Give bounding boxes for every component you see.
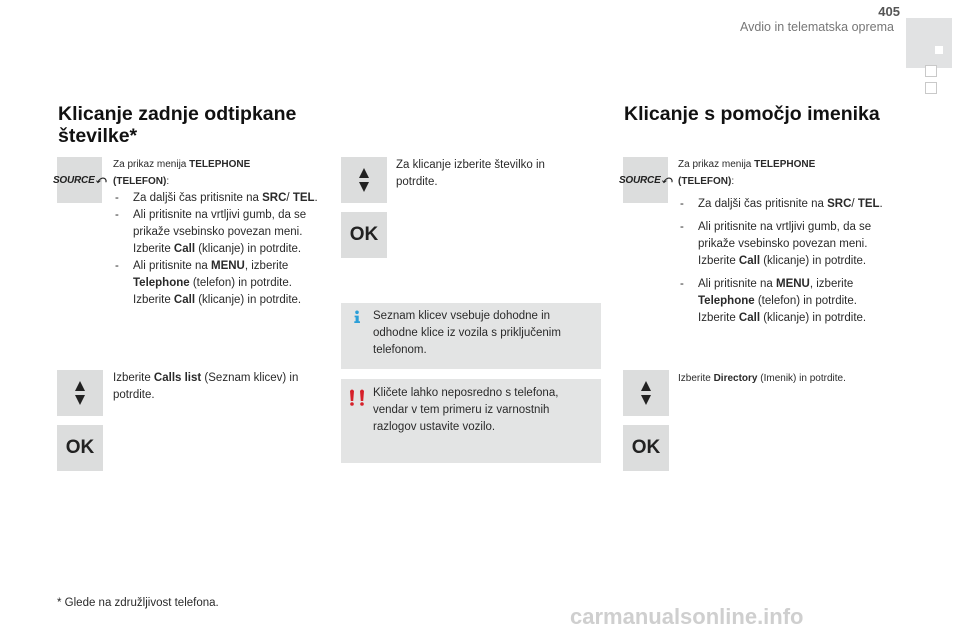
left-heading-line-2: številke* [58,125,138,147]
left-steps-list [113,190,328,309]
up-down-arrows-icon [623,370,669,416]
info-note-text: Seznam klicev vsebuje dohodne in odhodne klice iz vozila s priključenim telefonom. [373,310,561,356]
arrow-up-icon [641,381,651,391]
section-title: Avdio in telematska oprema [739,20,894,34]
ok-button-label: OK [349,224,379,245]
left-select-calls-list: Izberite Calls list (Seznam klicev) in potrdite. [113,372,299,401]
right-select-directory: Izberite Directory (Imenik) in potrdite. [678,373,846,384]
right-instructions [678,156,890,327]
warning-note [341,379,601,463]
right-intro: Za prikaz menija TELEPHONE (TELEFON): [678,159,816,187]
left-step-1: - Za daljši čas pritisnite na SRC/ TEL. [113,190,328,207]
chapter-tab [906,18,952,68]
middle-up-down-arrows-icon [341,157,387,203]
right-steps-list [678,196,890,327]
chapter-tab-box-2 [925,82,937,94]
up-down-arrows-icon [57,370,103,416]
source-button-icon: SOURCE ⤺ [623,157,668,203]
source-button-icon: SOURCE ⤺ [57,157,102,203]
right-step-3: - Ali pritisnite na MENU, izberite Telephone (telefon) in potrdite. Izberite Call (klicanje) in potrdite. [678,276,890,327]
left-instructions [113,156,328,309]
footnote: * Glede na združljivost telefona. [57,597,219,609]
arrow-up-icon [359,168,369,178]
left-section-heading [58,103,328,147]
ok-button-label: OK [631,437,661,458]
middle-select-number-text: Za klicanje izberite številko in potrdite. [396,159,545,188]
chapter-tab-box-1 [925,65,937,77]
arrow-down-icon [641,395,651,405]
arrow-down-icon [359,182,369,192]
arrow-down-icon [75,395,85,405]
left-step-3: - Ali pritisnite na MENU, izberite Telephone (telefon) in potrdite. Izberite Call (klicanje) in potrdite. [113,258,328,309]
ok-button-icon [623,425,669,471]
left-heading-line-1: Klicanje zadnje odtipkane [58,103,297,125]
arrow-up-icon [75,381,85,391]
info-icon [350,310,364,324]
warning-note-text: Kličete lahko neposredno s telefona, vendar v tem primeru iz varnostnih razlogov ustavite vozilo. [373,387,559,433]
left-intro: Za prikaz menija TELEPHONE (TELEFON): [113,159,251,187]
info-note [341,303,601,369]
page-number: 405 [878,4,900,19]
watermark-text: carmanualsonline.info [570,604,804,629]
right-step-2: - Ali pritisnite na vrtljivi gumb, da se prikaže vsebinsko povezan meni. Izberite Call (klicanje) in potrdite. [678,219,890,270]
middle-ok-button-icon [341,212,387,258]
source-button-label: SOURCE [618,174,661,186]
ok-button-label: OK [65,437,95,458]
right-section-heading: Klicanje s pomočjo imenika [624,103,880,125]
left-step-2: - Ali pritisnite na vrtljivi gumb, da se prikaže vsebinsko povezan meni. Izberite Call (klicanje) in potrdite. [113,207,328,258]
chapter-tab-marker [935,46,943,54]
source-button-label: SOURCE [52,174,95,186]
ok-button-icon [57,425,103,471]
warning-icon [348,387,368,407]
right-step-1: - Za daljši čas pritisnite na SRC/ TEL. [678,196,890,213]
